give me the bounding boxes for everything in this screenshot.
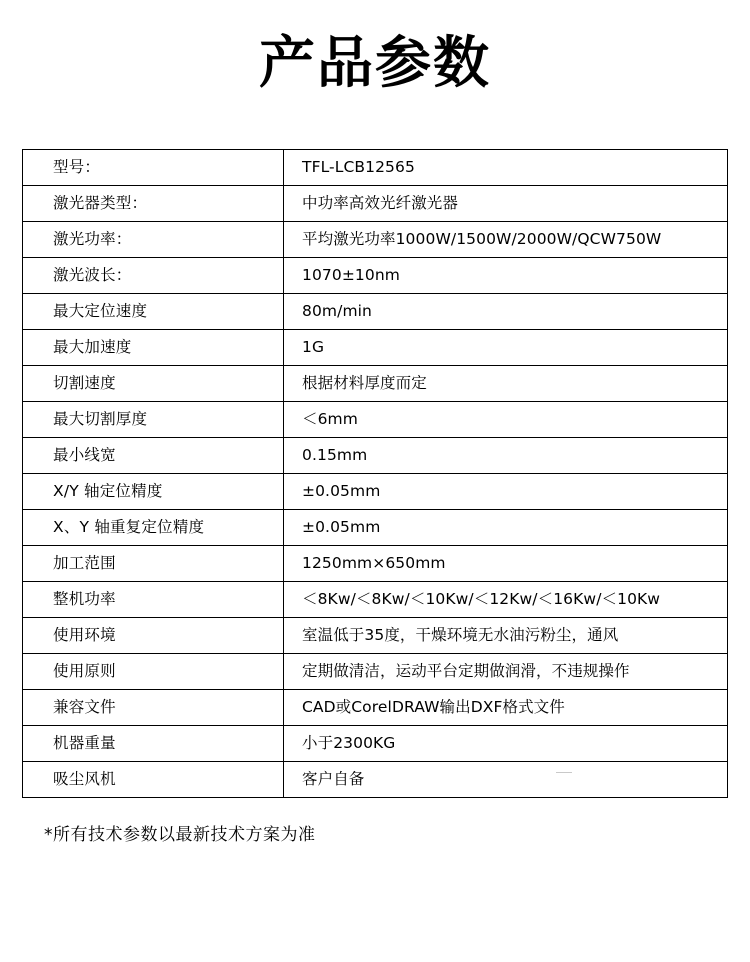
table-row — [23, 762, 728, 798]
table-row — [23, 474, 728, 510]
spec-value: 小于2300KG — [284, 726, 728, 762]
spec-label: 最大切割厚度 — [23, 402, 284, 438]
table-row — [23, 186, 728, 222]
spec-label: 吸尘风机 — [23, 762, 284, 798]
spec-value: 室温低于35度，干燥环境无水油污粉尘，通风 — [284, 618, 728, 654]
page-title: 产品参数 — [259, 31, 491, 96]
spec-label: 切割速度 — [23, 366, 284, 402]
stray-mark — [556, 772, 572, 773]
spec-value: ＜8Kw/＜8Kw/＜10Kw/＜12Kw/＜16Kw/＜10Kw — [284, 582, 728, 618]
spec-value: 定期做清洁，运动平台定期做润滑，不违规操作 — [284, 654, 728, 690]
spec-label: 整机功率 — [23, 582, 284, 618]
spec-label: X、Y 轴重复定位精度 — [23, 510, 284, 546]
spec-label: 激光功率： — [23, 222, 284, 258]
table-row — [23, 222, 728, 258]
table-row — [23, 546, 728, 582]
table-row — [23, 582, 728, 618]
spec-label: 使用原则 — [23, 654, 284, 690]
spec-label: 最大加速度 — [23, 330, 284, 366]
spec-label: 使用环境 — [23, 618, 284, 654]
spec-value: 0.15mm — [284, 438, 728, 474]
table-row — [23, 726, 728, 762]
spec-value: ±0.05mm — [284, 510, 728, 546]
spec-value: 1070±10nm — [284, 258, 728, 294]
spec-label: 最小线宽 — [23, 438, 284, 474]
spec-table-body — [23, 150, 728, 798]
table-row — [23, 366, 728, 402]
table-row — [23, 654, 728, 690]
spec-table-container — [22, 149, 728, 798]
spec-label: 型号： — [23, 150, 284, 186]
spec-label: X/Y 轴定位精度 — [23, 474, 284, 510]
spec-value: 根据材料厚度而定 — [284, 366, 728, 402]
spec-value: 1250mm×650mm — [284, 546, 728, 582]
spec-value: 客户自备 — [284, 762, 728, 798]
table-row — [23, 510, 728, 546]
table-row — [23, 258, 728, 294]
table-row — [23, 330, 728, 366]
table-row — [23, 618, 728, 654]
table-row — [23, 402, 728, 438]
spec-value: 1G — [284, 330, 728, 366]
spec-table — [22, 149, 728, 798]
footnote-text: *所有技术参数以最新技术方案为准 — [44, 825, 316, 845]
spec-value: TFL-LCB12565 — [284, 150, 728, 186]
spec-value: ±0.05mm — [284, 474, 728, 510]
spec-label: 加工范围 — [23, 546, 284, 582]
table-row — [23, 294, 728, 330]
spec-value: ＜6mm — [284, 402, 728, 438]
spec-value: 80m/min — [284, 294, 728, 330]
spec-label: 兼容文件 — [23, 690, 284, 726]
spec-value: 中功率高效光纤激光器 — [284, 186, 728, 222]
table-row — [23, 690, 728, 726]
spec-label: 机器重量 — [23, 726, 284, 762]
spec-label: 激光器类型： — [23, 186, 284, 222]
table-row — [23, 150, 728, 186]
spec-label: 激光波长： — [23, 258, 284, 294]
spec-value: 平均激光功率1000W/1500W/2000W/QCW750W — [284, 222, 728, 258]
spec-label: 最大定位速度 — [23, 294, 284, 330]
table-row — [23, 438, 728, 474]
spec-value: CAD或CorelDRAW输出DXF格式文件 — [284, 690, 728, 726]
